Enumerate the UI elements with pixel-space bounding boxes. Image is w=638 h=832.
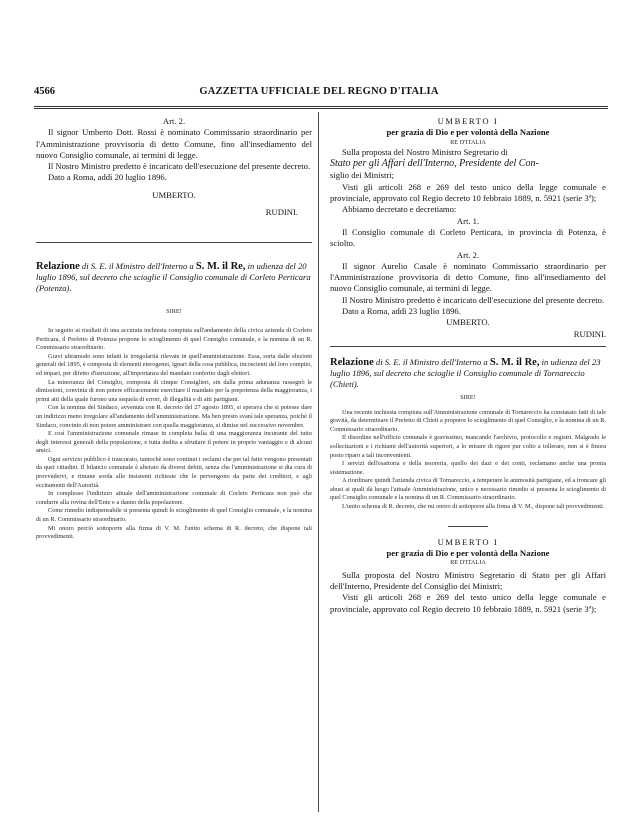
report-paragraph: In complesso l'indirizzo attuale dell'amministrazione comunale di Corleto Perticara non può che condurre alla rovina dell'Ente e a danno della popolazione. xyxy=(36,490,312,506)
royal-signature: UMBERTO. xyxy=(446,317,490,328)
report-paragraph: L'unito schema di R. decreto, che mi onoro di sottoporre alla firma di V. M., dispone tali provvedimenti. xyxy=(342,503,605,511)
section-separator xyxy=(330,346,606,347)
report-paragraph: Come rimedio indispensabile si presenta quindi lo scioglimento di quel Consiglio comunale, e la nomina di un R. Commissario straordinario. xyxy=(36,507,312,524)
report-paragraph: La minoranza del Consiglio, composta di cinque Consiglieri, sin dalla prima adunanza rassegnò le dimissioni, convinta di non potere efficacemente esercitare il mandato per la prepotenza della maggioranza, i primi atti della quale furono una sequela di errori, di illegalità e di atti partigiani. xyxy=(36,378,312,403)
report-body xyxy=(330,409,606,512)
visti-paragraph: Visti gli articoli 268 e 269 del testo unico della legge comunale e provinciale, approvato col Regio decreto 10 febbraio 1889, n. 5921 (serie 3ª); xyxy=(330,592,606,614)
decree-paragraph: Il Nostro Ministro predetto è incaricato dell'esecuzione del presente decreto. xyxy=(48,161,311,172)
relazione-king: S. M. il Re, xyxy=(195,261,246,273)
countersignature: RUDINI. xyxy=(265,207,298,218)
relazione-subject: in udienza del 20 luglio 1896, sul decreto che scioglie il Consiglio comunale di Corleto Perticara (Potenza). xyxy=(36,261,311,294)
royal-signature: UMBERTO. xyxy=(152,189,196,200)
by-grace-line: per grazia di Dio e per volontà della Nazione xyxy=(386,547,550,558)
article-heading: Art. 2. xyxy=(456,249,480,260)
left-column xyxy=(36,116,312,542)
report-paragraph: In seguito ai risultati di una accurata inchiesta compiuta sull'andamento della civica azienda di Corleto Perticara, il Prefetto di Potenza propone lo scioglimento di quel Consiglio comunale, e la nomina di un R. Commissario straordinario. xyxy=(36,326,312,352)
report-body xyxy=(36,327,312,542)
report-paragraph: A riordinare quindi l'azienda civica di Tornareccio, a temperare le animosità partigiane, ed a troncare gli abusi ai quali dà luogo l'attuale Amministrazione, unico e necessario rimedio si presenta lo scioglimento di quel Consiglio comunale e la nomina di un R. Commissario straordinario. xyxy=(330,477,606,502)
header-rule xyxy=(34,106,608,107)
re-ditalia: RE D'ITALIA xyxy=(450,559,486,567)
decree-paragraph: Il Consiglio comunale di Corleto Perticara, in provincia di Potenza, è sciolto. xyxy=(330,226,606,249)
sire-salutation: SIRE! xyxy=(166,308,182,316)
by-grace-line: per grazia di Dio e per volontà della Nazione xyxy=(386,127,550,138)
page-header xyxy=(28,84,610,104)
relazione-king: S. M. il Re, xyxy=(489,356,540,368)
re-ditalia: RE D'ITALIA xyxy=(450,138,486,146)
decree-date: Dato a Roma, addì 20 luglio 1896. xyxy=(48,172,167,183)
relazione-label: Relazione xyxy=(36,261,80,273)
column-divider xyxy=(318,112,319,812)
sire-salutation: SIRE! xyxy=(460,393,476,401)
king-title: UMBERTO I xyxy=(437,116,499,126)
visti-paragraph: Visti gli articoli 268 e 269 del testo unico della legge comunale e provinciale, approvato col Regio decreto 10 febbraio 1889, n. 5921 (serie 3ª); xyxy=(330,181,606,204)
page-number: 4566 xyxy=(34,86,55,97)
section-separator xyxy=(36,242,312,243)
proposal-line: Sulla proposta del Nostro Ministro Segretario di xyxy=(342,147,508,158)
report-paragraph: Ogni servizio pubblico è trascurato, tantochè sono continui i reclami che per tal fatto vengono presentati da quei cittadini. Il bilancio comunale è alterato da diversi debiti, senza che l'amministrazione si dia cura di provvedervi, e rimane sorda alle insistenti richieste che le pervengono da parte dei creditori, e agli eccitamenti dell'Autorità. xyxy=(36,455,312,489)
countersignature: RUDINI. xyxy=(573,328,606,339)
report-paragraph: I servizi dell'esattoria e della tesoreria, quello dei dazi e dei conti, reclamano anche una pronta sistemazione. xyxy=(330,460,606,476)
relazione-subject: in udienza del 23 luglio 1896, sul decreto che scioglie il Consiglio comunale di Tornareccio (Chieti). xyxy=(330,356,601,389)
report-paragraph: Mi onoro perciò sottoporre alla firma di V. M. l'unito schema di R. decreto, che dispone tali provvedimenti. xyxy=(36,524,312,541)
relazione-label: Relazione xyxy=(330,356,374,368)
short-separator xyxy=(448,526,488,527)
relazione-minister: di S. E. il Ministro dell'Interno a xyxy=(375,356,488,367)
relazione-heading xyxy=(330,357,606,390)
gazette-title: GAZZETTA UFFICIALE DEL REGNO D'ITALIA xyxy=(199,86,439,97)
relazione-heading xyxy=(36,261,312,294)
decree-paragraph: Il signor Umberto Dott. Rossi è nominato Commissario straordinario per l'Amministrazione provvisoria di detto Comune, fino all'insediamento del nuovo Consiglio comunale, ai termini di legge. xyxy=(36,127,312,160)
report-paragraph: E così l'amministrazione comunale rimase in completa balìa di una maggioranza incurante del tutto degli interessi generali della popolazione, e tutta dedita a sfruttare il potere in proprio vantaggio e di alcuni amici. xyxy=(36,430,312,455)
article-heading: Art. 1. xyxy=(456,215,480,226)
relazione-minister: di S. E. il Ministro dell'Interno a xyxy=(81,261,194,272)
header-rule-double xyxy=(34,108,608,109)
decreed-line: Abbiamo decretato e decretiamo: xyxy=(342,204,457,215)
king-title: UMBERTO I xyxy=(437,536,499,547)
article-heading: Art. 2. xyxy=(162,116,186,126)
report-paragraph: Il disordine nell'ufficio comunale è gravissimo, mancando l'archivio, protocollo e registri. Malgrado le sollecitazioni e i richiami dell'autorità superiori, a lo misure di rigore pur colto a tollerare, non si è finora posto riparo a tali inconvenienti. xyxy=(330,434,606,459)
proposal-line-italic: Stato per gli Affari dell'Interno, Presidente del Con- xyxy=(330,158,539,170)
report-paragraph: Una recente inchiesta compiuta sull'Amministrazione comunale di Tornareccio ha constatato fatti di tale gravità, da determinare il Prefetto di Chieti a proporre lo scioglimento di quel Consiglio, e la nomina di un R. Commissario straordinario. xyxy=(330,408,606,433)
proposal-line: siglio dei Ministri; xyxy=(330,170,394,181)
decree-date: Dato a Roma, addì 23 luglio 1896. xyxy=(342,306,461,317)
decree-paragraph: Il Nostro Ministro predetto è incaricato dell'esecuzione del presente decreto. xyxy=(342,294,605,305)
decree-paragraph: Il signor Aurelio Casale è nominato Commissario straordinario per l'Amministrazione provvisoria di detto Comune, fino all'insediamento del nuovo Consiglio comunale, ai termini di legge. xyxy=(330,260,606,294)
proposal-paragraph: Sulla proposta del Nostro Ministro Segretario di Stato per gli Affari dell'Interno, Presidente del Consiglio dei Ministri; xyxy=(330,569,606,592)
right-column xyxy=(330,116,606,615)
report-paragraph: Con la nomina del Sindaco, avvenuta con R. decreto del 27 agosto 1895, si sperava che si potesse dare un indirizzo meno irregolare all'andamento dell'amministrazione. Ma ben presto svanì tale speranza, poichè il Sindaco, convinto di non potere amministrare con quella maggioranza, si dimise nel successivo novembre. xyxy=(36,404,312,429)
report-paragraph: Gravi ultramodo sono infatti le irregolarità rilevate in quell'amministrazione. Essa, sorta dalle elezioni generali del 1895, è composta di elementi eterogenei, ignari della cosa pubblica, incoscienti del loro compito, ed impari, per difetto d'istruzione, all'importanza del mandato conferito dagli elettori. xyxy=(36,352,312,377)
